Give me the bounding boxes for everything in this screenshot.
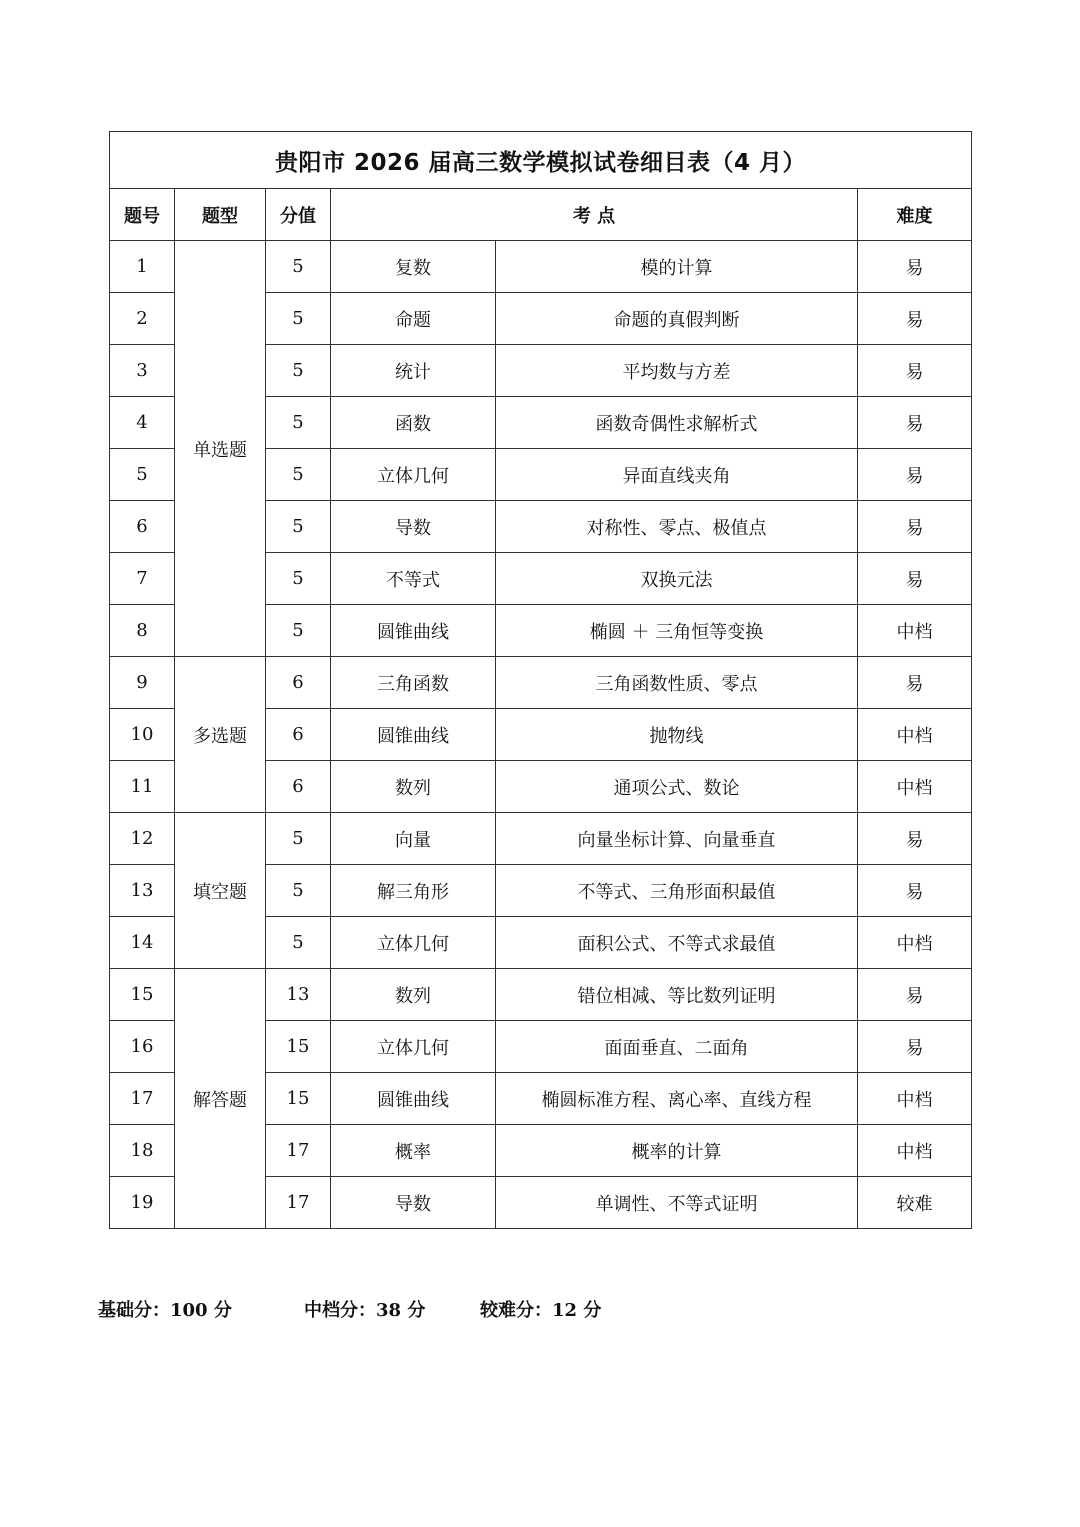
topic-area: 概率 xyxy=(331,1125,496,1177)
score-value: 5 xyxy=(266,553,331,605)
score-value: 17 xyxy=(266,1177,331,1229)
question-number: 9 xyxy=(110,657,175,709)
knowledge-point: 对称性、零点、极值点 xyxy=(496,501,858,553)
question-number: 15 xyxy=(110,969,175,1021)
topic-area: 解三角形 xyxy=(331,865,496,917)
question-type: 填空题 xyxy=(175,813,266,969)
knowledge-point: 向量坐标计算、向量垂直 xyxy=(496,813,858,865)
score-summary xyxy=(98,1296,601,1322)
question-number: 2 xyxy=(110,293,175,345)
topic-area: 不等式 xyxy=(331,553,496,605)
basic-score: 基础分：100 分 xyxy=(98,1300,232,1321)
score-value: 5 xyxy=(266,501,331,553)
question-number: 6 xyxy=(110,501,175,553)
knowledge-point: 错位相减、等比数列证明 xyxy=(496,969,858,1021)
topic-area: 统计 xyxy=(331,345,496,397)
knowledge-point: 函数奇偶性求解析式 xyxy=(496,397,858,449)
knowledge-point: 单调性、不等式证明 xyxy=(496,1177,858,1229)
table-row xyxy=(110,657,972,709)
topic-area: 圆锥曲线 xyxy=(331,605,496,657)
knowledge-point: 不等式、三角形面积最值 xyxy=(496,865,858,917)
difficulty-level: 易 xyxy=(858,397,972,449)
question-number: 13 xyxy=(110,865,175,917)
topic-area: 立体几何 xyxy=(331,1021,496,1073)
knowledge-point: 面积公式、不等式求最值 xyxy=(496,917,858,969)
question-number: 11 xyxy=(110,761,175,813)
difficulty-level: 易 xyxy=(858,657,972,709)
spec-table xyxy=(109,131,972,1229)
question-number: 12 xyxy=(110,813,175,865)
hard-score: 较难分：12 分 xyxy=(480,1300,602,1321)
question-number: 4 xyxy=(110,397,175,449)
score-value: 5 xyxy=(266,293,331,345)
knowledge-point: 模的计算 xyxy=(496,241,858,293)
topic-area: 数列 xyxy=(331,761,496,813)
knowledge-point: 通项公式、数论 xyxy=(496,761,858,813)
topic-area: 立体几何 xyxy=(331,917,496,969)
difficulty-level: 易 xyxy=(858,449,972,501)
score-value: 5 xyxy=(266,605,331,657)
knowledge-point: 抛物线 xyxy=(496,709,858,761)
medium-score: 中档分：38 分 xyxy=(304,1300,426,1321)
header-type: 题型 xyxy=(175,189,266,241)
topic-area: 圆锥曲线 xyxy=(331,709,496,761)
difficulty-level: 易 xyxy=(858,241,972,293)
topic-area: 导数 xyxy=(331,501,496,553)
question-number: 19 xyxy=(110,1177,175,1229)
difficulty-level: 易 xyxy=(858,293,972,345)
knowledge-point: 面面垂直、二面角 xyxy=(496,1021,858,1073)
question-number: 18 xyxy=(110,1125,175,1177)
header-num: 题号 xyxy=(110,189,175,241)
difficulty-level: 中档 xyxy=(858,1125,972,1177)
knowledge-point: 椭圆 ＋ 三角恒等变换 xyxy=(496,605,858,657)
question-number: 16 xyxy=(110,1021,175,1073)
score-value: 6 xyxy=(266,657,331,709)
topic-area: 圆锥曲线 xyxy=(331,1073,496,1125)
knowledge-point: 异面直线夹角 xyxy=(496,449,858,501)
topic-area: 数列 xyxy=(331,969,496,1021)
topic-area: 导数 xyxy=(331,1177,496,1229)
knowledge-point: 平均数与方差 xyxy=(496,345,858,397)
difficulty-level: 易 xyxy=(858,969,972,1021)
score-value: 5 xyxy=(266,865,331,917)
topic-area: 命题 xyxy=(331,293,496,345)
question-number: 8 xyxy=(110,605,175,657)
question-number: 17 xyxy=(110,1073,175,1125)
topic-area: 复数 xyxy=(331,241,496,293)
question-number: 14 xyxy=(110,917,175,969)
score-value: 5 xyxy=(266,345,331,397)
score-value: 5 xyxy=(266,241,331,293)
difficulty-level: 易 xyxy=(858,1021,972,1073)
difficulty-level: 中档 xyxy=(858,761,972,813)
header-row xyxy=(110,189,972,241)
score-value: 15 xyxy=(266,1073,331,1125)
score-value: 17 xyxy=(266,1125,331,1177)
difficulty-level: 易 xyxy=(858,865,972,917)
score-value: 6 xyxy=(266,709,331,761)
score-value: 6 xyxy=(266,761,331,813)
knowledge-point: 双换元法 xyxy=(496,553,858,605)
score-value: 5 xyxy=(266,813,331,865)
table-title: 贵阳市 2026 届高三数学模拟试卷细目表（4 月） xyxy=(110,132,972,189)
table-row xyxy=(110,813,972,865)
difficulty-level: 易 xyxy=(858,501,972,553)
topic-area: 向量 xyxy=(331,813,496,865)
score-value: 13 xyxy=(266,969,331,1021)
difficulty-level: 中档 xyxy=(858,605,972,657)
question-type: 解答题 xyxy=(175,969,266,1229)
table-body xyxy=(110,241,972,1229)
topic-area: 三角函数 xyxy=(331,657,496,709)
question-number: 7 xyxy=(110,553,175,605)
difficulty-level: 易 xyxy=(858,345,972,397)
topic-area: 函数 xyxy=(331,397,496,449)
question-number: 3 xyxy=(110,345,175,397)
difficulty-level: 中档 xyxy=(858,709,972,761)
knowledge-point: 概率的计算 xyxy=(496,1125,858,1177)
difficulty-level: 易 xyxy=(858,813,972,865)
knowledge-point: 椭圆标准方程、离心率、直线方程 xyxy=(496,1073,858,1125)
score-value: 15 xyxy=(266,1021,331,1073)
score-value: 5 xyxy=(266,397,331,449)
difficulty-level: 易 xyxy=(858,553,972,605)
question-number: 10 xyxy=(110,709,175,761)
question-number: 5 xyxy=(110,449,175,501)
difficulty-level: 较难 xyxy=(858,1177,972,1229)
question-type: 多选题 xyxy=(175,657,266,813)
knowledge-point: 命题的真假判断 xyxy=(496,293,858,345)
header-difficulty: 难度 xyxy=(858,189,972,241)
header-score: 分值 xyxy=(266,189,331,241)
table-row xyxy=(110,241,972,293)
score-value: 5 xyxy=(266,917,331,969)
score-value: 5 xyxy=(266,449,331,501)
knowledge-point: 三角函数性质、零点 xyxy=(496,657,858,709)
header-topic: 考 点 xyxy=(331,189,858,241)
question-number: 1 xyxy=(110,241,175,293)
difficulty-level: 中档 xyxy=(858,917,972,969)
title-row xyxy=(110,132,972,189)
question-type: 单选题 xyxy=(175,241,266,657)
topic-area: 立体几何 xyxy=(331,449,496,501)
difficulty-level: 中档 xyxy=(858,1073,972,1125)
table-row xyxy=(110,969,972,1021)
